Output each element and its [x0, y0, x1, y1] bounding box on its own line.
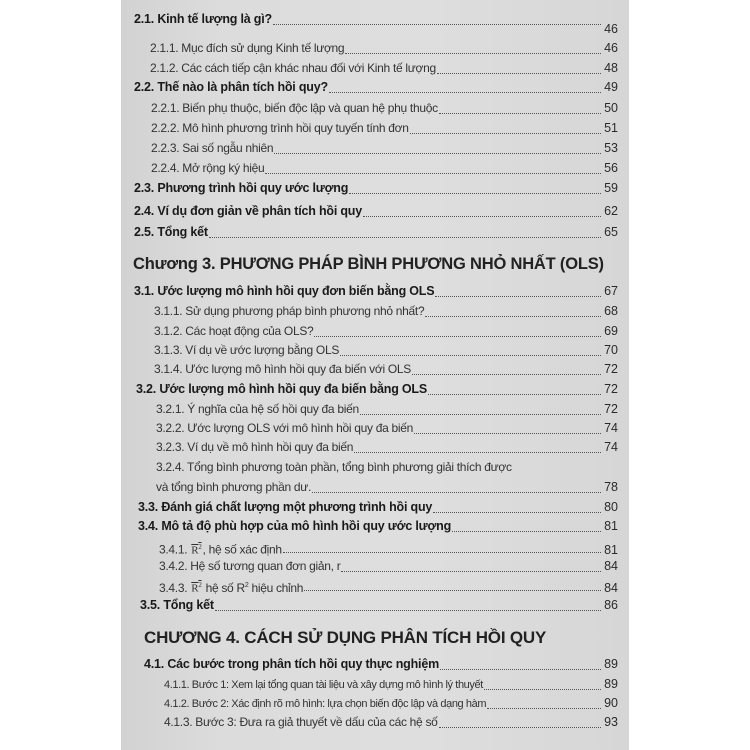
toc-page-number: 50: [604, 101, 618, 115]
leader-dots: [340, 355, 601, 356]
leader-dots: [283, 552, 601, 553]
leader-dots: [410, 133, 601, 134]
toc-entry: [144, 657, 618, 674]
leader-dots: [487, 708, 601, 709]
toc-entry: [151, 101, 618, 118]
label-text: hệ số R: [202, 581, 245, 595]
toc-entry-label: 4.1.2. Bước 2: Xác định rõ mô hình: lựa chọn biến độc lập và dạng hàm: [164, 698, 487, 710]
toc-entry-label: 2.1. Kinh tế lượng là gì?: [134, 12, 272, 26]
toc-entry: [136, 382, 618, 399]
toc-entry: [154, 362, 618, 379]
toc-entry-label: 2.3. Phương trình hồi quy ước lượng: [134, 181, 349, 195]
toc-entry-label: 2.4. Ví dụ đơn giản về phân tích hồi quy: [134, 204, 362, 218]
leader-dots: [304, 590, 601, 591]
toc-page-number: 89: [604, 657, 618, 671]
toc-entry-label: [159, 540, 282, 559]
leader-dots: [349, 193, 601, 194]
leader-dots: [215, 610, 601, 611]
section-number: 3.4.1.: [159, 542, 188, 557]
toc-page-number: 90: [604, 696, 618, 710]
toc-entry: [154, 304, 618, 321]
toc-entry-label: 3.1.1. Sử dụng phương pháp bình phương nhỏ nhất?: [154, 304, 425, 318]
toc-entry-label: 4.1.1. Bước 1: Xem lại tổng quan tài liệu và xây dựng mô hình lý thuyết: [164, 679, 483, 691]
toc-entry: [134, 284, 618, 301]
toc-entry-label: 4.1.3. Bước 3: Đưa ra giả thuyết về dấu của các hệ số: [164, 715, 438, 729]
toc-entry-label: 3.2.4. Tổng bình phương toàn phần, tổng bình phương giải thích được: [156, 460, 512, 474]
toc-entry-label: 2.2. Thế nào là phân tích hồi quy?: [134, 80, 328, 94]
toc-entry-label: 2.5. Tổng kết: [134, 225, 208, 239]
leader-dots: [341, 571, 601, 572]
toc-entry: [159, 578, 618, 595]
leader-dots: [412, 374, 601, 375]
label-text: , hệ số xác định: [202, 542, 282, 557]
toc-entry: [151, 161, 618, 178]
leader-dots: [439, 113, 601, 114]
leader-dots: [265, 173, 601, 174]
chapter-heading: CHƯƠNG 4. CÁCH SỬ DỤNG PHÂN TÍCH HỒI QUY: [144, 628, 547, 647]
toc-page-number: 72: [604, 362, 618, 376]
toc-page-number: 56: [604, 161, 618, 175]
toc-entry-label: 3.1.2. Các hoạt động của OLS?: [154, 324, 314, 338]
toc-entry-label: [159, 578, 303, 597]
toc-page-number: 68: [604, 304, 618, 318]
toc-entry: [134, 12, 618, 36]
toc-page-number: 78: [604, 480, 618, 494]
leader-dots: [484, 689, 601, 690]
toc-entry-label: 2.2.4. Mở rộng ký hiệu: [151, 161, 265, 175]
toc-entry: [164, 715, 618, 732]
toc-entry: [134, 225, 618, 242]
toc-page-number: 67: [604, 284, 618, 298]
toc-entry: [156, 421, 618, 438]
toc-entry: [150, 61, 618, 78]
toc-entry-label: 4.1. Các bước trong phân tích hồi quy thực nghiệm: [144, 657, 439, 671]
toc-page-number: 80: [604, 500, 618, 514]
toc-page-number: 70: [604, 343, 618, 357]
toc-entry: [134, 181, 618, 198]
toc-page-number: 86: [604, 598, 618, 612]
symbol-r: R: [191, 583, 199, 595]
toc-page-number: 84: [604, 581, 618, 595]
toc-entry-continuation: [156, 480, 618, 497]
toc-entry: [154, 324, 618, 341]
leader-dots: [273, 24, 601, 25]
leader-dots: [363, 216, 601, 217]
toc-entry-label: 2.2.2. Mô hình phương trình hồi quy tuyến tính đơn: [151, 121, 409, 135]
toc-entry: [159, 540, 618, 557]
r-squared-bar-symbol: [190, 578, 202, 597]
toc-entry: [159, 559, 618, 576]
toc-page-number: 49: [604, 80, 618, 94]
toc-page-number: 72: [604, 402, 618, 416]
toc-entry-label: 3.2.2. Ước lượng OLS với mô hình hồi quy đa biến: [156, 421, 413, 435]
leader-dots: [414, 433, 601, 434]
label-text: hiệu chỉnh: [248, 581, 304, 595]
leader-dots: [440, 669, 601, 670]
toc-entry-label: 3.4. Mô tả độ phù hợp của mô hình hồi quy ước lượng: [138, 519, 452, 533]
toc-page-number: 81: [604, 519, 618, 533]
toc-entry: [134, 80, 618, 97]
toc-page-number: 65: [604, 225, 618, 239]
toc-page-number: 53: [604, 141, 618, 155]
book-page: [121, 0, 629, 750]
toc-entry-label: 3.2.3. Ví dụ về mô hình hồi quy đa biến: [156, 440, 354, 454]
superscript: 2: [198, 543, 202, 551]
toc-entry-label: 2.2.3. Sai số ngẫu nhiên: [151, 141, 274, 155]
superscript: 2: [198, 581, 202, 590]
toc-entry-label: 3.4.2. Hệ số tương quan đơn giản, r: [159, 559, 341, 573]
toc-page-number: 89: [604, 677, 618, 691]
toc-entry: [134, 204, 618, 221]
toc-page-number: 62: [604, 204, 618, 218]
toc-page-number: 59: [604, 181, 618, 195]
r-squared-bar-symbol: [190, 540, 202, 559]
toc-entry-label: 2.2.1. Biến phụ thuộc, biến độc lập và quan hệ phụ thuộc: [151, 101, 438, 115]
leader-dots: [312, 492, 601, 493]
leader-dots: [274, 153, 601, 154]
toc-entry-label: 2.1.2. Các cách tiếp cận khác nhau đối với Kinh tế lượng: [150, 61, 436, 75]
toc-entry-label: 3.2. Ước lượng mô hình hồi quy đa biến bằng OLS: [136, 382, 428, 396]
toc-page-number: 93: [604, 715, 618, 729]
toc-page-number: 51: [604, 121, 618, 135]
toc-entry-label: và tổng bình phương phần dư.: [156, 480, 311, 494]
toc-page-number: 46: [604, 22, 618, 36]
toc-entry: [140, 598, 618, 615]
toc-page-number: 69: [604, 324, 618, 338]
toc-entry-label: 3.1. Ước lượng mô hình hồi quy đơn biến bằng OLS: [134, 284, 435, 298]
leader-dots: [314, 336, 601, 337]
toc-entry: [151, 121, 618, 138]
toc-page-number: 72: [604, 382, 618, 396]
toc-entry: [156, 440, 618, 457]
leader-dots: [209, 237, 601, 238]
chapter-heading: Chương 3. PHƯƠNG PHÁP BÌNH PHƯƠNG NHỎ NHẤT (OLS): [133, 255, 604, 273]
leader-dots: [360, 414, 601, 415]
toc-page-number: 84: [604, 559, 618, 573]
toc-entry-label: 3.2.1. Ý nghĩa của hệ số hồi quy đa biến: [156, 402, 359, 416]
toc-entry: [154, 343, 618, 360]
toc-entry: [164, 696, 618, 713]
toc-entry-label: 3.3. Đánh giá chất lượng một phương trình hồi quy: [138, 500, 433, 514]
leader-dots: [425, 316, 601, 317]
toc-entry: [156, 460, 618, 477]
leader-dots: [452, 531, 601, 532]
leader-dots: [435, 296, 601, 297]
symbol-r: R: [191, 544, 199, 557]
toc-entry-label: 3.5. Tổng kết: [140, 598, 214, 612]
leader-dots: [329, 92, 601, 93]
toc-page-number: 74: [604, 440, 618, 454]
toc-page-number: 48: [604, 61, 618, 75]
toc-entry-label: 3.1.4. Ước lượng mô hình hồi quy đa biến với OLS: [154, 362, 411, 376]
leader-dots: [354, 452, 601, 453]
toc-entry: [150, 41, 618, 58]
section-number: 3.4.3.: [159, 581, 188, 595]
leader-dots: [433, 512, 601, 513]
toc-entry: [151, 141, 618, 158]
toc-entry-label: 2.1.1. Mục đích sử dụng Kinh tế lượng: [150, 41, 345, 55]
toc-entry: [138, 519, 618, 536]
toc-entry: [164, 677, 618, 694]
toc-page-number: 74: [604, 421, 618, 435]
leader-dots: [345, 53, 601, 54]
superscript: 2: [244, 582, 249, 589]
leader-dots: [439, 727, 601, 728]
toc-entry-label: 3.1.3. Ví dụ về ước lượng bằng OLS: [154, 343, 340, 357]
toc-entry: [156, 402, 618, 419]
toc-page-number: 81: [604, 542, 618, 557]
toc-page-number: 46: [604, 41, 618, 55]
leader-dots: [428, 394, 601, 395]
leader-dots: [437, 73, 601, 74]
toc-entry: [138, 500, 618, 517]
